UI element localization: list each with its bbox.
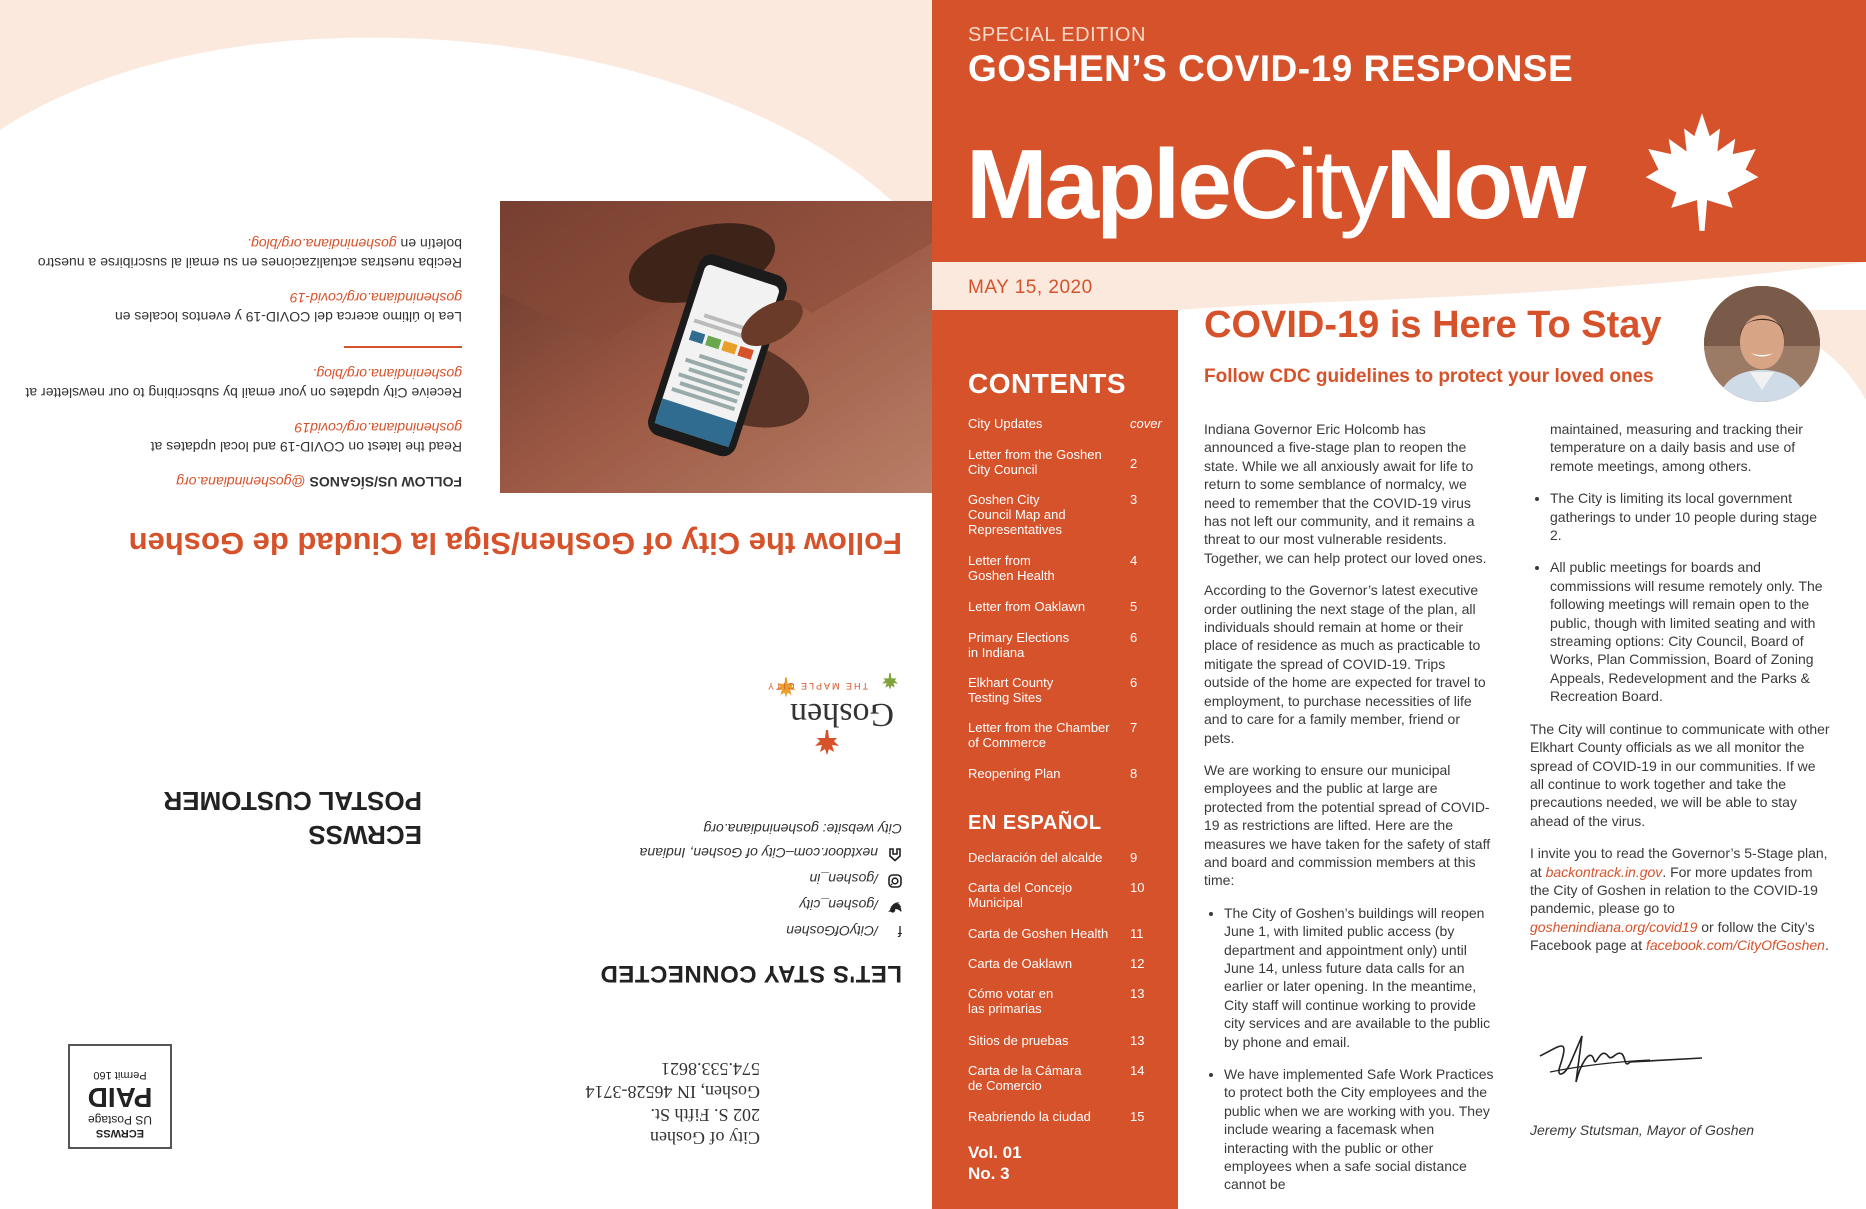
espanol-label: Cómo votar en las primarias xyxy=(968,986,1054,1016)
article-paragraph: The City will continue to communicate with other Elkhart County officials as we all monitor the spread of COVID-19 in our communities. If we all continue to work together and take the precautions needed, we will be able to stay ahead of the virus. xyxy=(1530,720,1830,829)
article-text: I invite you to read the Governor’s 5-Stage plan, at xyxy=(1530,845,1828,880)
social-text: /goshen_city xyxy=(799,897,878,913)
article-text: or follow the City’s Facebook page at xyxy=(1530,918,1815,954)
permit-line: Permit 160 xyxy=(93,1069,147,1081)
follow-divider xyxy=(344,346,462,348)
measures-item: • All public meetings for boards and commissions will resume remotely only. The following meetings will remain open to the public, though with limited seating and with streaming options: City Council, Board of Works, Plan Commission, Board of Zoning Appeals, Redevelopment and the Parks & Recreation Board. xyxy=(1550,558,1832,705)
instagram-icon xyxy=(878,870,902,888)
social-list xyxy=(640,840,902,944)
maple-leaf-icon xyxy=(880,671,900,691)
follow-en-1 xyxy=(22,418,462,456)
article-paragraph: We are working to ensure our municipal employees and the public at large are protected from the potential spread of COVID-19 as restrictions are lifted. Here are the measures we have taken for the safety of staff and board and commission members at this time: xyxy=(1204,761,1491,889)
contents-label: Primary Elections in Indiana xyxy=(968,630,1070,660)
espanol-page: 15 xyxy=(1130,1109,1145,1124)
contents-label: Reopening Plan xyxy=(968,766,1061,781)
espanol-label: Carta del Concejo Municipal xyxy=(968,880,1073,910)
nextdoor-icon xyxy=(878,844,902,862)
article-column-1 xyxy=(1204,420,1494,1208)
follow-handle[interactable]: @goshenindiana.org xyxy=(176,474,306,490)
article-paragraph: According to the Governor’s latest executive order outlining the next stage of the plan, all individuals should remain at home or their place of residence as much as practicable to mitigate the spread of COVID-19. Trips outside of the home are expected for travel to employment, to purchase necessities of life and to care for a family member, friend or pets. xyxy=(1204,582,1486,746)
contents-page: 3 xyxy=(1130,492,1138,507)
contents-page: 8 xyxy=(1130,766,1138,781)
signature-name: Jeremy Stutsman, Mayor of Goshen xyxy=(1530,1122,1755,1138)
contents-page: 5 xyxy=(1130,599,1138,614)
mayor-avatar xyxy=(1704,286,1820,402)
measures-list xyxy=(1204,904,1494,1194)
contents-page: 7 xyxy=(1130,720,1138,735)
issue-number: No. 3 xyxy=(968,1164,1010,1183)
twitter-icon xyxy=(878,897,902,914)
contents-label: Letter from Goshen Health xyxy=(968,553,1055,583)
espanol-label: Reabriendo la ciudad xyxy=(968,1109,1091,1124)
follow-en-1-text: Read the latest on COVID-19 and local updates at xyxy=(150,439,462,455)
special-edition-label: SPECIAL EDITION xyxy=(968,24,1146,46)
contents-label: City Updates xyxy=(968,416,1043,431)
espanol-label: Sitios de pruebas xyxy=(968,1033,1069,1048)
espanol-page: 13 xyxy=(1130,986,1145,1001)
espanol-title: EN ESPAÑOL xyxy=(968,812,1102,834)
goshen-logo xyxy=(762,667,902,757)
measures-item: • We have implemented Safe Work Practices to protect both the City employees and the public when we are working with you. They include wearing a facemask when interacting with the public or other employees when a safe social distance cannot be xyxy=(1224,1065,1494,1194)
article-subhead: Follow CDC guidelines to protect your loved ones xyxy=(1204,366,1654,387)
postage-permit xyxy=(68,1044,172,1149)
phone-photo xyxy=(500,201,932,493)
espanol-page: 14 xyxy=(1130,1063,1145,1078)
covid19-link[interactable]: goshenindiana.org/covid19 xyxy=(1530,918,1698,935)
social-text: /goshen_in xyxy=(809,871,878,887)
masthead-banner xyxy=(932,0,1866,262)
contents-label: Goshen City Council Map and Representatives xyxy=(968,492,1066,537)
follow-header-label: FOLLOW US/SÍGANOS xyxy=(309,474,462,490)
espanol-page: 9 xyxy=(1130,850,1138,865)
follow-en-2 xyxy=(22,364,462,402)
return-address-line: 574.533.8621 xyxy=(661,1059,760,1079)
permit-line: ECRWSS xyxy=(95,1127,145,1139)
facebook-link[interactable]: facebook.com/CityOfGoshen xyxy=(1645,937,1825,954)
mailer-page xyxy=(0,0,932,1209)
article-text: . xyxy=(1824,937,1829,954)
espanol-label: Carta de Oaklawn xyxy=(968,956,1073,971)
return-address-line: City of Goshen xyxy=(650,1128,760,1148)
return-address-line: Goshen, IN 46528-3714 xyxy=(585,1082,760,1102)
article-paragraph: maintained, measuring and tracking their temperature on a daily basis and use of remote meetings, among others. xyxy=(1550,421,1803,474)
logo-tagline: THE MAPLE CITY xyxy=(765,681,868,691)
social-item[interactable] xyxy=(640,918,902,944)
edition-title: GOSHEN’S COVID-19 RESPONSE xyxy=(968,48,1574,89)
contents-page: 2 xyxy=(1130,456,1138,471)
follow-text xyxy=(22,218,462,491)
social-item[interactable] xyxy=(640,840,902,866)
volume-number xyxy=(968,1142,1022,1184)
social-item[interactable] xyxy=(640,892,902,918)
maple-leaf-icon xyxy=(1638,108,1766,236)
follow-title: Follow the City of Goshen/Siga la Ciudad de Goshen xyxy=(128,526,902,561)
contents-page: cover xyxy=(1130,416,1162,431)
espanol-label: Declaración del alcalde xyxy=(968,850,1103,865)
logo-word: Goshen xyxy=(790,696,894,733)
follow-es-1-link[interactable]: goshenindiana.org/covid-19 xyxy=(289,290,462,306)
espanol-page: 10 xyxy=(1130,880,1145,895)
mayor-signature xyxy=(1530,1016,1710,1096)
contents-title: CONTENTS xyxy=(968,368,1126,399)
volume-label: Vol. 01 xyxy=(968,1143,1022,1162)
article-paragraph: Indiana Governor Eric Holcomb has announced a five-stage plan to reopen the state. While we all anxiously await for life to return to some semblance of normalcy, we need to remember that the COVID-19 virus has not left our community, and it remains a threat to our most vulnerable residents. Together, we can help protect our loved ones. xyxy=(1204,421,1487,566)
espanol-label: Carta de la Cámara de Comercio xyxy=(968,1063,1082,1093)
follow-en-1-link[interactable]: goshenindiana.org/covid19 xyxy=(294,420,462,436)
masthead-city: City xyxy=(1228,129,1386,239)
measures-list xyxy=(1530,489,1832,705)
stay-connected-title: LET'S STAY CONNECTED xyxy=(600,960,902,987)
follow-header xyxy=(22,472,462,491)
contents-label: Letter from the Chamber of Commerce xyxy=(968,720,1110,750)
contents-label: Letter from the Goshen City Council xyxy=(968,447,1102,477)
follow-es-2 xyxy=(22,234,462,272)
follow-es-2-link[interactable]: goshenindiana.org/blog. xyxy=(247,236,397,252)
return-address xyxy=(586,1057,760,1149)
social-text: nextdoor.com–City of Goshen, Indiana xyxy=(639,845,878,861)
return-address-line: 202 S. Fifth St. xyxy=(650,1105,760,1125)
article-headline: COVID-19 is Here To Stay xyxy=(1204,304,1662,346)
measures-item: • The City is limiting its local government gatherings to under 10 people during stage 2. xyxy=(1550,489,1832,544)
follow-es-2-text: Reciba nuestras actualizaciones en su email al suscribirse a nuestro boletín en xyxy=(37,236,462,271)
social-text: /CityOfGoshen xyxy=(786,923,878,939)
ecrwss-line: POSTAL CUSTOMER xyxy=(163,786,422,816)
contents-page: 6 xyxy=(1130,675,1138,690)
article-column-2 xyxy=(1530,420,1832,969)
espanol-page: 11 xyxy=(1130,926,1144,941)
city-website[interactable]: City website: goshenindiana.org xyxy=(703,821,902,837)
facebook-icon: f xyxy=(897,922,902,940)
contents-page: 4 xyxy=(1130,553,1138,568)
issue-date: MAY 15, 2020 xyxy=(968,277,1093,298)
masthead-now: Now xyxy=(1385,129,1584,239)
masthead-title xyxy=(966,128,1583,241)
espanol-page: 13 xyxy=(1130,1033,1145,1048)
social-item[interactable] xyxy=(640,866,902,892)
contents-label: Elkhart County Testing Sites xyxy=(968,675,1054,705)
article-text: . For more updates from the City of Goshen in relation to the COVID-19 pandemic, please go to xyxy=(1530,863,1818,917)
newsletter-page xyxy=(932,0,1866,1209)
measures-item: • The City of Goshen’s buildings will reopen June 1, with limited public access (by department and appointment only) until June 14, unless future data calls for an earlier or later opening. In the meantime, City staff will continue working to provide city services and are available to the public by phone and email. xyxy=(1224,904,1494,1051)
permit-line: PAID xyxy=(87,1082,153,1113)
article-paragraph xyxy=(1530,844,1832,954)
contents-label: Letter from Oaklawn xyxy=(968,599,1086,614)
mailer-flipped xyxy=(0,0,932,1209)
follow-es-1-text: Lea lo último acerca del COVID-19 y eventos locales en xyxy=(114,309,462,325)
follow-es-1 xyxy=(22,288,462,326)
espanol-label: Carta de Goshen Health xyxy=(968,926,1109,941)
ecrwss-line: ECRWSS xyxy=(308,820,422,850)
permit-line: US Postage xyxy=(87,1113,153,1127)
contents-page: 6 xyxy=(1130,630,1138,645)
masthead-maple: Maple xyxy=(966,129,1229,239)
postal-customer-block xyxy=(163,784,422,852)
backontrack-link[interactable]: backontrack.in.gov xyxy=(1545,863,1663,880)
follow-en-2-link[interactable]: goshenindiana.org/blog. xyxy=(312,366,462,382)
follow-en-2-text: Receive City updates on your email by subscribing to our newsletter at xyxy=(25,385,462,401)
espanol-page: 12 xyxy=(1130,956,1145,971)
